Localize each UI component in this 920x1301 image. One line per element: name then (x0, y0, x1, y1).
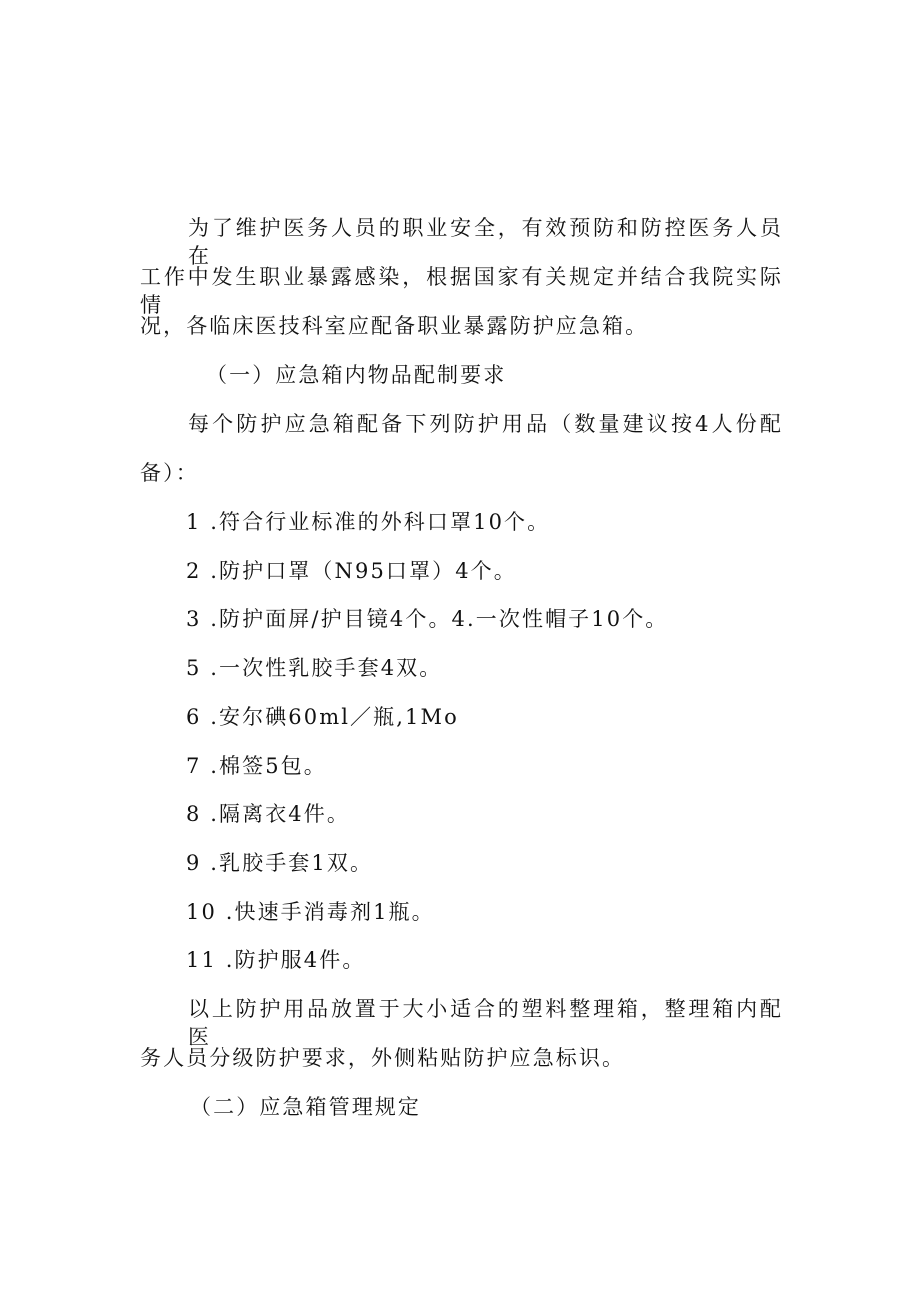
section-heading-1: （一）应急箱内物品配制要求 (206, 363, 507, 387)
list-item-6: 6 .安尔碘60ml／瓶,1Mo (186, 705, 459, 729)
list-item-1: 1 .符合行业标准的外科口罩10个。 (186, 510, 551, 534)
section1-intro-line-2: 备）： (140, 461, 199, 485)
section1-closing-line-1: 以上防护用品放置于大小适合的塑料整理箱，整理箱内配医 (188, 997, 783, 1049)
list-item-5: 5 .一次性乳胶手套4双。 (186, 656, 443, 680)
intro-line-2: 工作中发生职业暴露感染，根据国家有关规定并结合我院实际情 (140, 265, 783, 317)
intro-line-3: 况，各临床医技科室应配备职业暴露防护应急箱。 (140, 314, 649, 338)
list-item-11: 11 .防护服4件。 (186, 948, 366, 972)
section1-closing-line-2: 务人员分级防护要求，外侧粘贴防护应急标识。 (140, 1046, 626, 1070)
list-item-2: 2 .防护口罩（N95口罩）4个。 (186, 559, 517, 583)
section1-intro-line-1: 每个防护应急箱配备下列防护用品（数量建议按4人份配 (188, 412, 783, 436)
list-item-8: 8 .隔离衣4件。 (186, 802, 350, 826)
intro-line-1: 为了维护医务人员的职业安全，有效预防和防控医务人员在 (188, 216, 783, 268)
list-item-10: 10 .快速手消毒剂1瓶。 (186, 900, 435, 924)
list-item-3: 3 .防护面屏/护目镜4个。4.一次性帽子10个。 (186, 607, 669, 631)
list-item-9: 9 .乳胶手套1双。 (186, 851, 374, 875)
section-heading-2: （二）应急箱管理规定 (190, 1095, 421, 1119)
list-item-7: 7 .棉签5包。 (186, 754, 327, 778)
